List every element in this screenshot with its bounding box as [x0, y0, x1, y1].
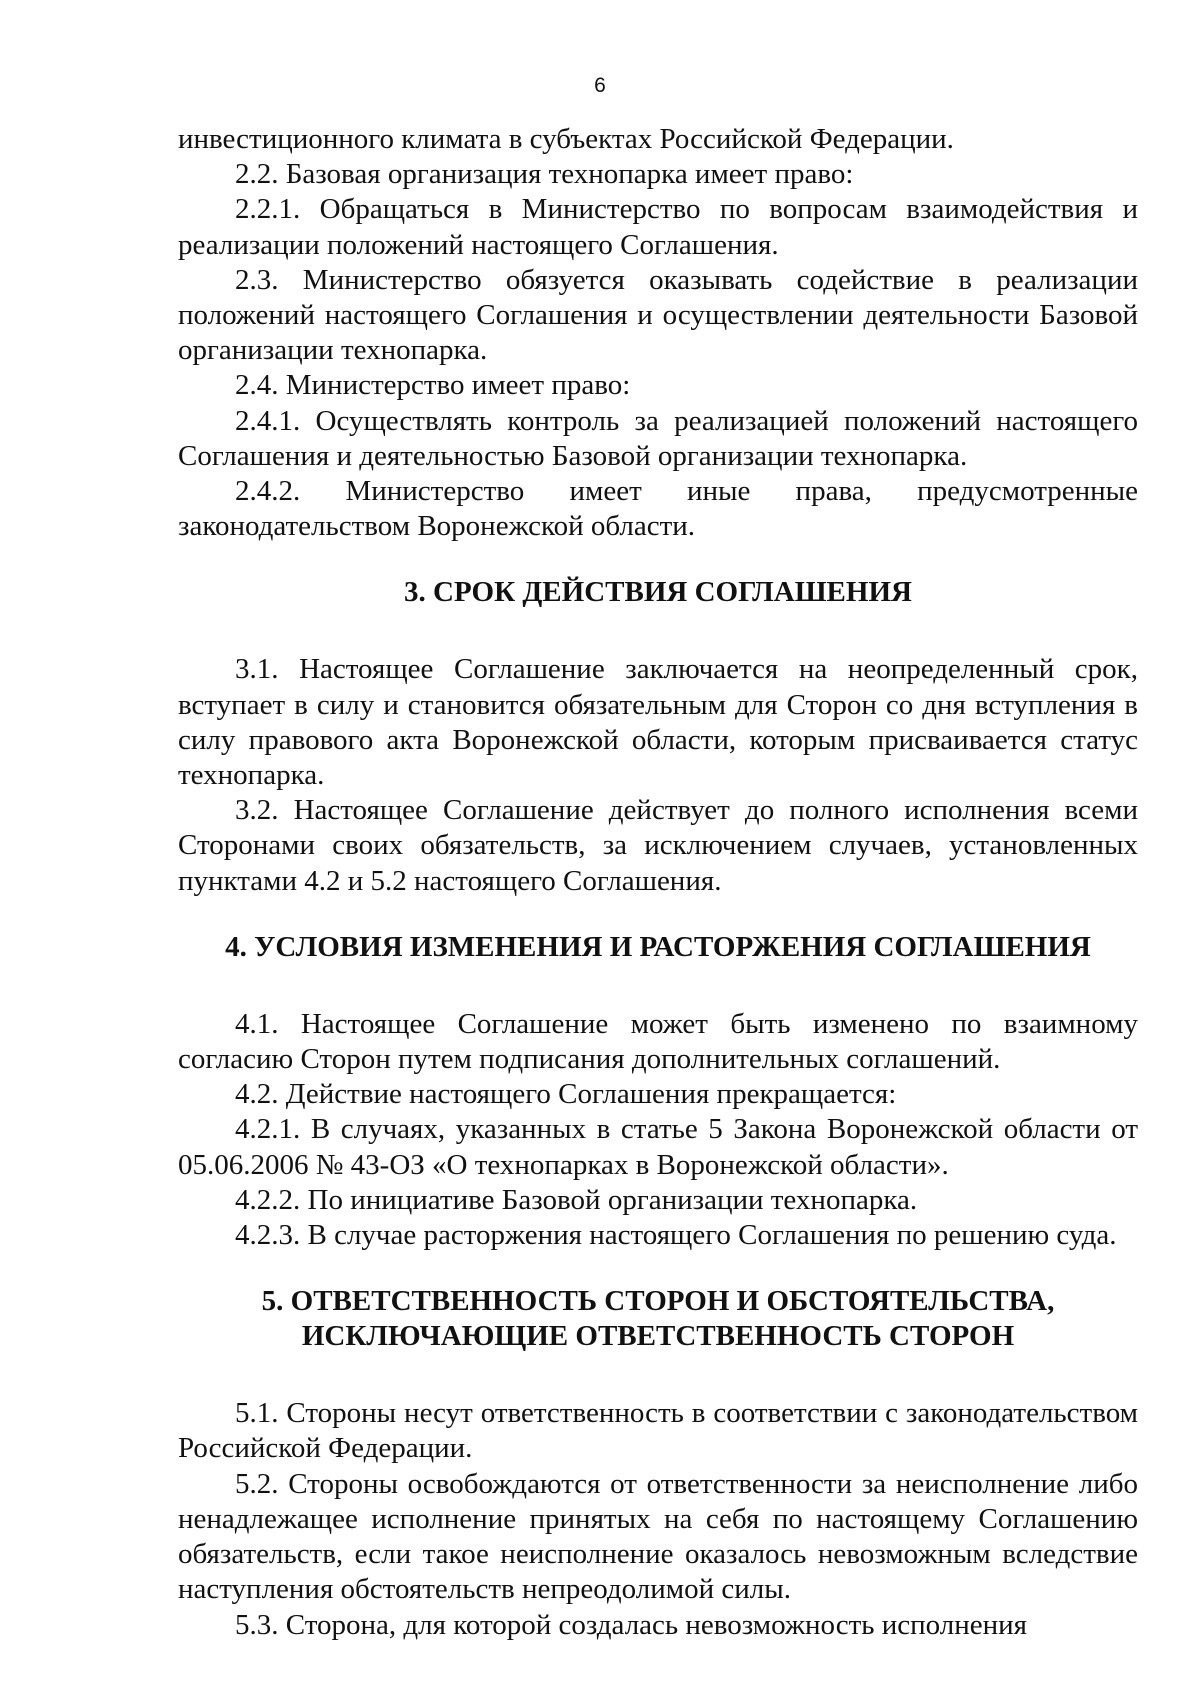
section-3-heading: 3. СРОК ДЕЙСТВИЯ СОГЛАШЕНИЯ	[404, 576, 912, 609]
paragraph-4-2-2: 4.2.2. По инициативе Базовой организации технопарка.	[235, 1183, 918, 1216]
paragraph-5-2: 5.2. Стороны освобождаются от ответственности за неисполнение либо ненадлежащее исполнение принятых на себя по настоящему Соглашению обязательств, если такое неисполнение оказалось невозможным вследствие наступления обстоятельств непреодолимой силы.	[178, 1467, 1138, 1606]
paragraph-2-4: 2.4. Министерство имеет право:	[235, 369, 631, 402]
paragraph-2-2-1: 2.2.1. Обращаться в Министерство по вопросам взаимодействия и реализации положений настоящего Соглашения.	[178, 193, 1138, 261]
section-4-heading: 4. УСЛОВИЯ ИЗМЕНЕНИЯ И РАСТОРЖЕНИЯ СОГЛАШЕНИЯ	[225, 930, 1091, 963]
paragraph-5-3: 5.3. Сторона, для которой создалась невозможность исполнения	[235, 1608, 1028, 1641]
paragraph-4-1: 4.1. Настоящее Соглашение может быть изменено по взаимному согласию Сторон путем подписания дополнительных соглашений.	[178, 1007, 1138, 1076]
paragraph-3-1: 3.1. Настоящее Соглашение заключается на неопределенный срок, вступает в силу и становится обязательным для Сторон со дня вступления в силу правового акта Воронежской области, которым присваивается статус технопарка.	[178, 653, 1138, 792]
paragraph-continuation: инвестиционного климата в субъектах Российской Федерации.	[178, 123, 954, 155]
page-number: 6	[594, 74, 606, 97]
paragraph-2-4-2: 2.4.2. Министерство имеет иные права, предусмотренные законодательством Воронежской области.	[178, 475, 1138, 543]
section-5-heading	[178, 1284, 1138, 1354]
paragraph-2-4-1: 2.4.1. Осуществлять контроль за реализацией положений настоящего Соглашения и деятельностью Базовой организации технопарка.	[178, 404, 1138, 472]
paragraph-3-2: 3.2. Настоящее Соглашение действует до полного исполнения всеми Сторонами своих обязательств, за исключением случаев, установленных пунктами 4.2 и 5.2 настоящего Соглашения.	[178, 794, 1138, 897]
paragraph-4-2: 4.2. Действие настоящего Соглашения прекращается:	[235, 1078, 897, 1111]
paragraph-4-2-1: 4.2.1. В случаях, указанных в статье 5 Закона Воронежской области от 05.06.2006 № 43-ОЗ «О технопарках в Воронежской области».	[178, 1113, 1138, 1181]
paragraph-2-3: 2.3. Министерство обязуется оказывать содействие в реализации положений настоящего Соглашения и осуществлении деятельности Базовой организации технопарка.	[178, 263, 1138, 367]
spacer	[178, 1253, 1138, 1284]
section-5-heading-line-2: ИСКЛЮЧАЮЩИЕ ОТВЕТСТВЕННОСТЬ СТОРОН	[301, 1320, 1015, 1353]
section-5-heading-line-1: 5. ОТВЕТСТВЕННОСТЬ СТОРОН И ОБСТОЯТЕЛЬСТВА,	[261, 1285, 1055, 1318]
paragraph-4-2-3: 4.2.3. В случае расторжения настоящего Соглашения по решению суда.	[235, 1219, 1117, 1252]
spacer	[178, 899, 1138, 930]
spacer	[178, 965, 1138, 1007]
spacer	[178, 544, 1138, 575]
spacer	[178, 610, 1138, 652]
spacer	[178, 1354, 1138, 1396]
document-body	[178, 122, 1138, 1643]
paragraph-5-1: 5.1. Стороны несут ответственность в соответствии с законодательством Российской Федерации.	[178, 1397, 1138, 1465]
paragraph-2-2: 2.2. Базовая организация технопарка имеет право:	[235, 158, 854, 191]
